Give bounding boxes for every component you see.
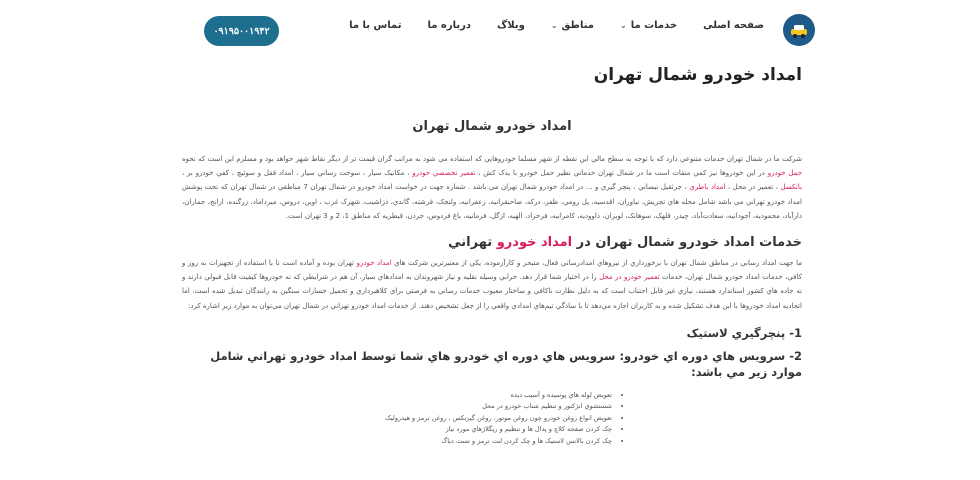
- services-heading-link[interactable]: امداد خودرو: [496, 235, 573, 251]
- car-assistance-logo-icon: [786, 17, 812, 43]
- services-paragraph: ما جهت امداد رساني در مناطق شمال تهران با برخورداري از نيروهاي امدادرساني فعال، متبحر و کارآزموده، يکي از معتبرترين شرکت هاي امداد خودرو تهران بوده و آماده است تا با استفاده از تجهيزات به روز و کافي، خدمات امداد خودرو شمال تهران، خدمات تعمير خودرو در محل را در اختيار شما قرار دهد. خرابي وسيله نقليه و نياز شهروندان به امدادهاي سيار، آن هم در شرايطي که نه خودروها کيفيت قابل قبولي دارند و نه جاده هاي کشور استاندارد هستند، نيازي غير قابل اجتناب است که به دليل نظارت ناکافي و ساختار معيوب خدمات رساني به فرصتي براي کلاهبرداري و تحميل خسارات سنگين به رانندگان تبديل شده است. اما اتحاديه امداد خودروها با اين هدف تشکيل شده و به کاربران اجازه مي‌دهد تا با سادگي تيم‌هاي امدادي واقعي را از جعل تشخيص دهند. از خدمات امداد خودرو تهراني در شمال تهران مي‌توان به موارد زير اشاره کرد:: [182, 259, 803, 310]
- nav-services[interactable]: [620, 20, 677, 31]
- nav-blog[interactable]: [497, 20, 525, 31]
- intro-paragraph: شرکت ما در شمال تهران خدمات متنوعي دارد که با توجه به سطح مالي اين نقطه از شهر مسلما خودروهايي که استفاده مي شود به مراتب گران قيمت تر از ديگر نقاط شهر خواهد بود و مسلزم اين است که نحوه حمل خودرو در اين خودروها نيز کمي متفات است ما در شمال تهران خدماتي نظير حمل خودرو با يدک کش ، تعمير تخصصي خودرو ، مکانيک سيار ، سوخت رساني سيار ، امداد قفل و سوئيچ ، کفي خودرو بر ، باتکسل ، تعمير در محل ، امداد باطري ، جرثقيل نيساني ، پنچر گيري و ... در امداد خودرو شمال تهران مي باشد . شماره جهت در خواست امداد خودرو در شمال تهران 7 مناطقي در شمال تهران که تحت پوشش امداد خودرو تهراني مي باشد شامل محله هاي تجريش، نياوران، اقدسيه، پل رومي، ظفر، درکه، صاحبقرانيه، زعفرانيه، ولنجک، فرشته، گاندي، ذزاشيب، شهرک غرب ، اوين، دروس، ميرداماد، زرگنده، ارانج، جماران، دارآباد، محموديه، آجودانيه، سعادت‌آباد، چيذر، قلهک، سوهانک، لويزان، داوودیه، کامرانيه، فرحزاد، الهيه، ازگل، فرمانيه، باغ فردوس، جردن، قيطريه که مناطق 1، 2 و 3 تهران است.: [182, 155, 803, 220]
- phone-call-button[interactable]: ۰۹۱۹۵۰۰۱۹۴۲: [204, 16, 279, 46]
- service-list: [182, 390, 802, 448]
- site-header: [0, 0, 980, 62]
- chevron-down-icon: ⌄: [550, 21, 558, 30]
- nav-regions-label: مناطق: [561, 20, 594, 31]
- chevron-down-icon: ⌄: [619, 21, 627, 30]
- nav-home-label: صفحه اصلی: [703, 20, 764, 31]
- link-onsite-repair[interactable]: تعمير خودرو در محل: [599, 273, 660, 282]
- nav-about-label: درباره ما: [427, 20, 471, 31]
- list-item: • چک کردن بالانس لاستيک ها و چک کردن لنت ترمز و تست دياگ: [182, 436, 612, 448]
- nav-contact-label: تماس با ما: [349, 20, 402, 31]
- list-item: • شستشوي انژکتور و تنظيم شتاب خودرو در محل: [182, 401, 612, 413]
- nav-home[interactable]: [703, 20, 764, 31]
- page-title: امداد خودرو شمال تهران: [593, 65, 802, 85]
- main-nav: [349, 20, 764, 31]
- link-car-towing[interactable]: حمل خودرو: [767, 169, 803, 178]
- nav-blog-label: وبلاگ: [497, 20, 525, 31]
- nav-services-label: خدمات ما: [630, 20, 678, 31]
- list-item: • تعويض انواع روغن خودرو چون روغن موتور، روغن گيربکس ، روغن ترمز و هيدروليک: [182, 413, 612, 425]
- site-logo[interactable]: [783, 14, 815, 46]
- link-battery-cable[interactable]: باتکسل: [780, 183, 802, 192]
- list-item: • تعويض لوله هاي پوسيده و آسيب ديده: [182, 390, 612, 402]
- item1-heading: 1- پنچرگيري لاستيک: [686, 325, 802, 340]
- link-car-repair[interactable]: تعمير تخصصي خودرو: [412, 169, 476, 178]
- item2-heading: 2- سرويس هاي دوره اي خودرو: سرويس هاي دوره اي خودرو هاي شما توسط امداد خودرو تهراني شامل موارد زير مي باشد:: [210, 348, 802, 379]
- nav-contact[interactable]: [349, 20, 401, 31]
- link-battery-help[interactable]: امداد باطري: [689, 183, 726, 192]
- nav-regions[interactable]: [551, 20, 594, 31]
- nav-about[interactable]: [428, 20, 472, 31]
- page-subtitle: امداد خودرو شمال تهران: [412, 119, 572, 134]
- link-roadside-assistance[interactable]: امداد خودرو: [356, 259, 392, 268]
- services-heading: خدمات امداد خودرو شمال تهران در امداد خودرو تهراني: [448, 235, 802, 251]
- list-item: • چک کردن صفحه کلاچ و پدال ها و تنظيم و ريگلاژهاي مورد نياز: [182, 424, 612, 436]
- article-content: [182, 62, 802, 447]
